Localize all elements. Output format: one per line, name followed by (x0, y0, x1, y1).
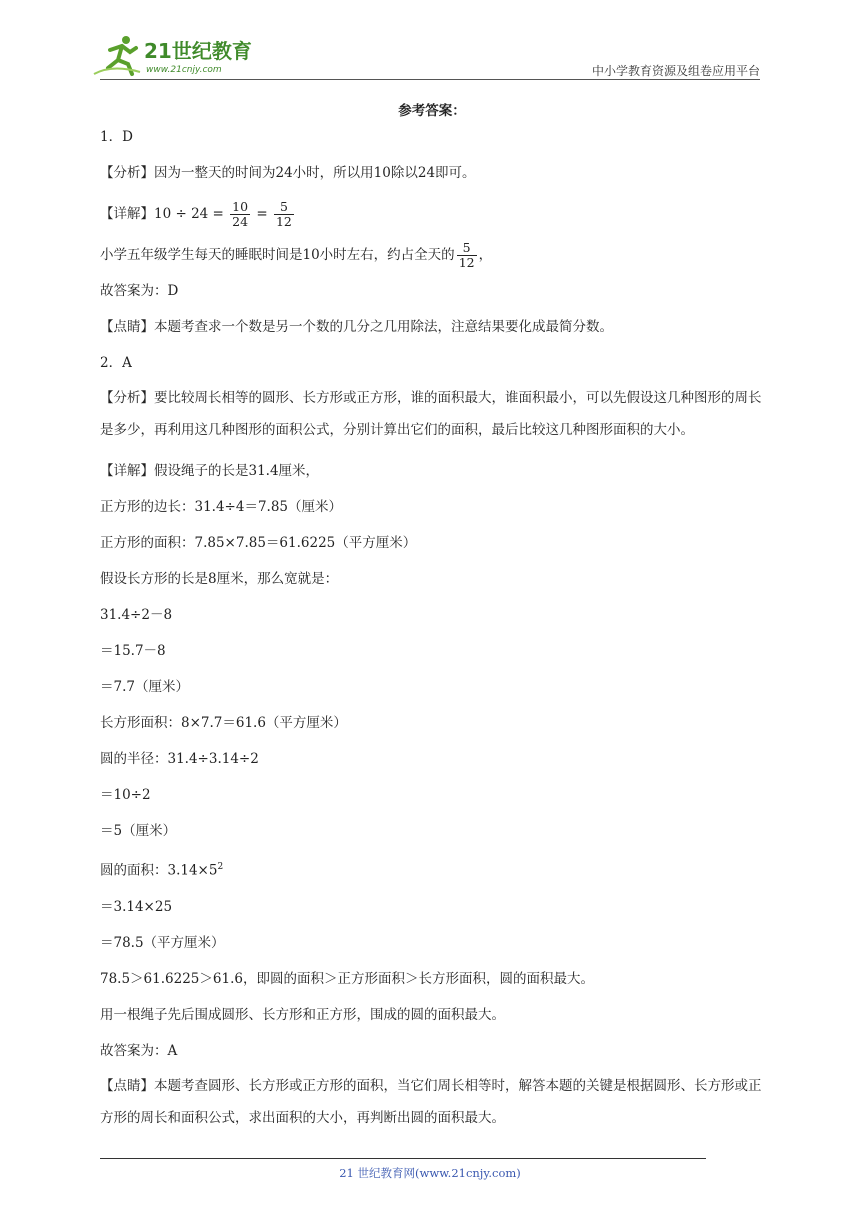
q2-detail-line: ＝7.7（厘米） (100, 679, 189, 695)
q2-detail-line: ＝3.14×25 (100, 898, 173, 915)
q1-analysis: 【分析】因为一整天的时间为24小时，所以用10除以24即可。 (100, 165, 476, 181)
answer-content (100, 96, 764, 1150)
page-header (0, 0, 860, 90)
q1-explanation: 小学五年级学生每天的睡眠时间是10小时左右，约占全天的 $\frac{5}{12}$ ， (100, 240, 493, 270)
q2-analysis: 【分析】要比较周长相等的圆形、长方形或正方形，谁的面积最大，谁面积最小，可以先假设这几种图形的周长是多少，再利用这几种图形的面积公式，分别计算出它们的面积，最后比较这几种图形面积的大小。 (100, 390, 762, 438)
q1-equals: = (256, 206, 268, 222)
q2-detail-line: 【详解】假设绳子的长是31.4厘米， (100, 463, 320, 479)
q2-detail-line: ＝15.7－8 (100, 643, 166, 659)
site-logo (92, 34, 262, 78)
q1-comment: 【点睛】本题考查求一个数是另一个数的几分之几用除法，注意结果要化成最简分数。 (100, 319, 613, 335)
q1-fraction-1: $\frac{10}{24}$ (232, 199, 249, 229)
platform-label: 中小学教育资源及组卷应用平台 (591, 64, 760, 78)
q1-fraction-2: $\frac{5}{12}$ (275, 199, 292, 229)
q2-detail-line: 假设长方形的长是8厘米，那么宽就是： (100, 571, 339, 587)
q2-detail-line: 78.5＞61.6225＞61.6，即圆的面积＞正方形面积＞长方形面积，圆的面积最大。 (100, 970, 594, 987)
header-divider (100, 79, 760, 80)
q2-detail-line: ＝10÷2 (100, 787, 151, 803)
q1-detail-prefix: 【详解】10 ÷ 24 = (100, 206, 224, 222)
q2-detail-line: 31.4÷2－8 (100, 607, 173, 623)
page-footer: 21 世纪教育网(www.21cnjy.com) (339, 1166, 521, 1180)
q1-detail (100, 200, 764, 229)
q1-conclusion: 故答案为：D (100, 283, 179, 299)
svg-text:www.21cnjy.com: www.21cnjy.com (146, 65, 222, 75)
q1-answer: 1．D (100, 129, 133, 145)
q2-detail-line: 圆的半径：31.4÷3.14÷2 (100, 751, 259, 767)
footer-divider (100, 1158, 706, 1159)
q1-fraction-3: $\frac{5}{12}$ (458, 240, 475, 270)
q2-answer: 2．A (100, 355, 132, 371)
q2-detail-line: 长方形面积：8×7.7＝61.6（平方厘米） (100, 715, 347, 731)
q2-detail-line: ＝78.5（平方厘米） (100, 934, 225, 951)
page-title: 参考答案： (398, 103, 466, 119)
runner-icon (94, 36, 140, 74)
q2-detail-line: 故答案为：A (100, 1042, 178, 1059)
q2-detail-line: 用一根绳子先后围成圆形、长方形和正方形，围成的圆的面积最大。 (100, 1006, 505, 1023)
q2-circle-area: 圆的面积：$3.14\times 5^2$ (100, 862, 224, 879)
q2-detail-line: ＝5（厘米） (100, 823, 177, 839)
q2-detail-line: 正方形的边长：31.4÷4＝7.85（厘米） (100, 499, 343, 515)
svg-text:21世纪教育: 21世纪教育 (144, 39, 252, 63)
q2-comment: 【点睛】本题考查圆形、长方形或正方形的面积，当它们周长相等时，解答本题的关键是根据圆形、长方形或正方形的周长和面积公式，求出面积的大小，再判断出圆的面积最大。 (100, 1077, 762, 1126)
q2-detail-line: 正方形的面积：7.85×7.85＝61.6225（平方厘米） (100, 535, 417, 551)
